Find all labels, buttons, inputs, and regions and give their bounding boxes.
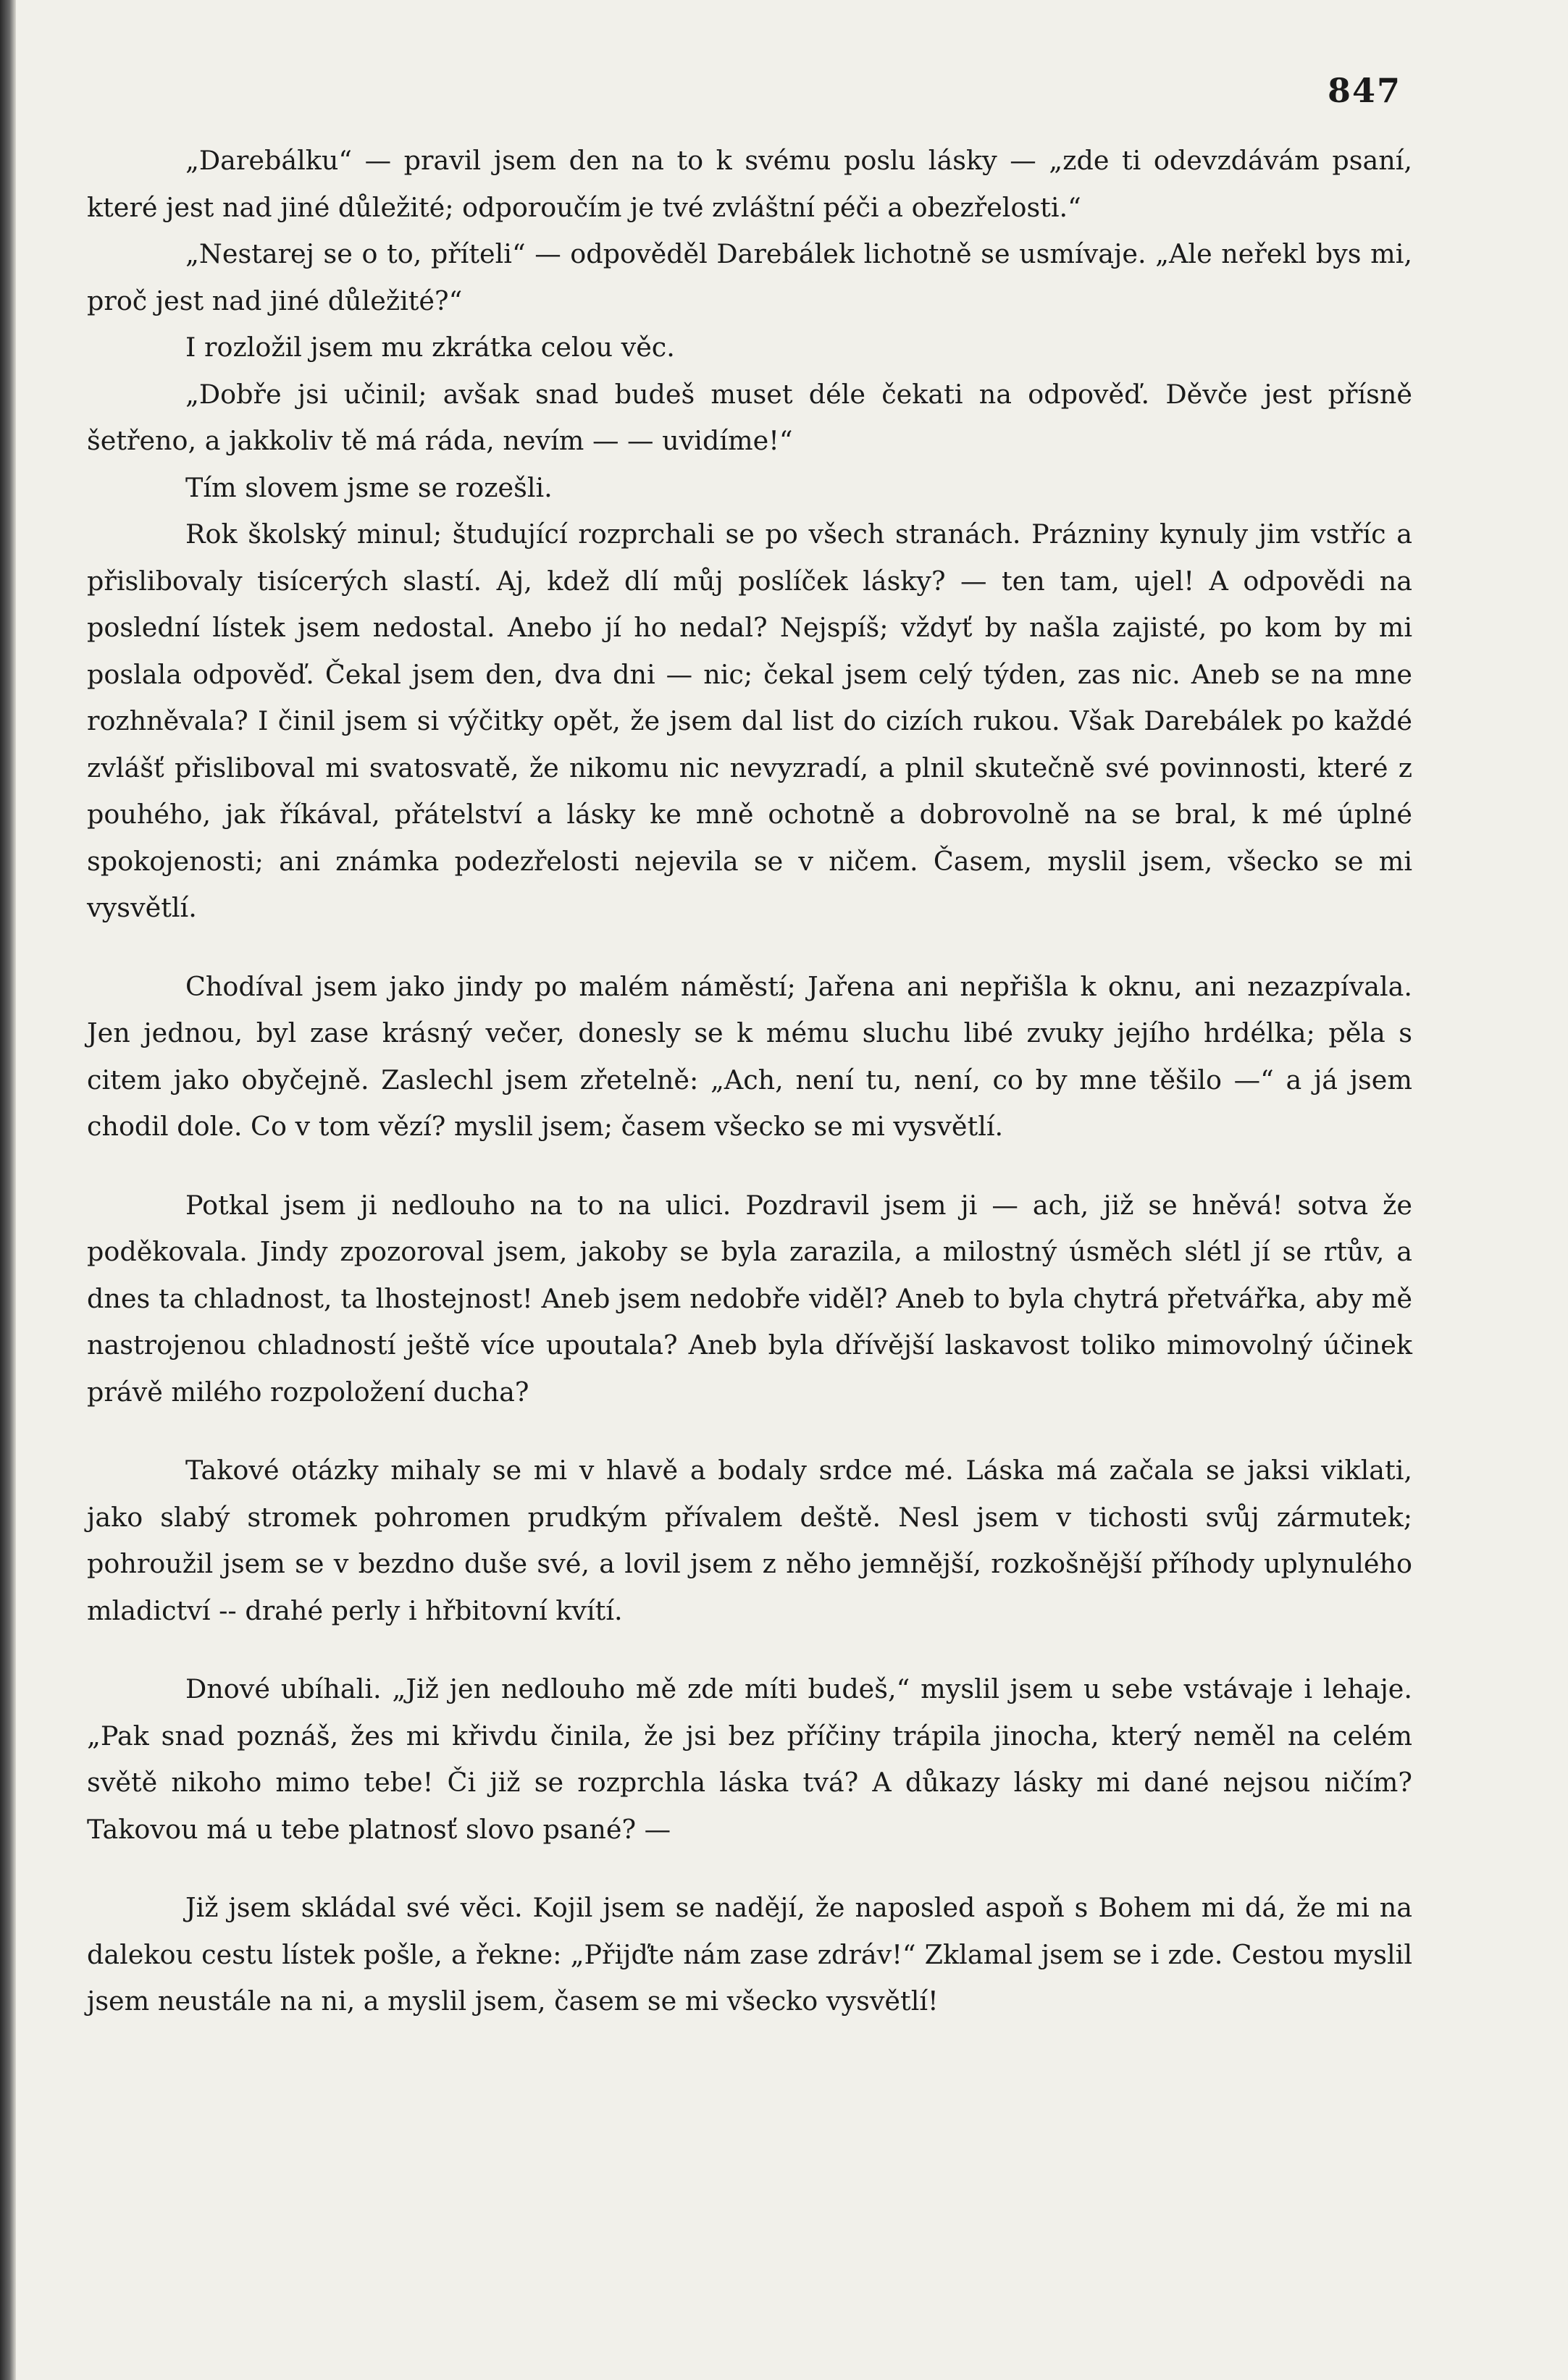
paragraph: Takové otázky mihaly se mi v hlavě a bodaly srdce mé. Láska má začala se jaksi viklati, jako slabý stromek pohromen prudkým přívalem deště. Nesl jsem v tichosti svůj zármutek; pohroužil jsem se v bezdno duše své, a lovil jsem z něho jemnější, rozkošnější příhody uplynulého mladictví -- drahé perly i hřbitovní kvítí. (87, 1455, 1412, 1626)
page-number: 847 (1327, 71, 1401, 110)
paragraph: Chodíval jsem jako jindy po malém náměstí; Jařena ani nepřišla k oknu, ani nezazpívala. Jen jednou, byl zase krásný večer, donesly se k mému sluchu libé zvuky jejího hrdélka; pěla s citem jako obyčejně. Zaslechl jsem zřetelně: „Ach, není tu, není, co by mne těšilo —“ a já jsem chodil dole. Co v tom vězí? myslil jsem; časem všecko se mi vysvětlí. (87, 970, 1412, 1142)
paragraph: „Nestarej se o to, příteli“ — odpověděl Darebálek lichotně se usmívaje. „Ale neřekl bys mi, proč jest nad jiné důležité?“ (87, 238, 1412, 316)
paragraph-spacer (87, 1853, 1412, 1885)
paragraph: „Dobře jsi učinil; avšak snad budeš muset déle čekati na odpověď. Děvče jest přísně šetřeno, a jakkoliv tě má ráda, nevím — — uvidíme!“ (87, 378, 1412, 456)
paragraph-spacer (87, 932, 1412, 964)
paragraph: Dnové ubíhali. „Již jen nedlouho mě zde míti budeš,“ myslil jsem u sebe vstávaje i lehaje. „Pak snad poznáš, žes mi křivdu činila, že jsi bez příčiny trápila jinocha, který neměl na celém světě nikoho mimo tebe! Či již se rozprchla láska tvá? A důkazy lásky mi dané nejsou ničím? Takovou má u tebe platnosť slovo psané? — (87, 1673, 1412, 1845)
body-text (87, 138, 1412, 2025)
paragraph: Rok školský minul; študující rozprchali se po všech stranách. Prázniny kynuly jim vstříc a přislibovaly tisícerých slastí. Aj, kdež dlí můj poslíček lásky? — ten tam, ujel! A odpovědi na poslední lístek jsem nedostal. Anebo jí ho nedal? Nejspíš; vždyť by našla zajisté, po kom by mi poslala odpověď. Čekal jsem den, dva dni — nic; čekal jsem celý týden, zas nic. Aneb se na mne rozhněvala? I činil jsem si výčitky opět, že jsem dal list do cizích rukou. Však Darebálek po každé zvlášť přisliboval mi svatosvatě, že nikomu nic nevyzradí, a plnil skutečně své povinnosti, které z pouhého, jak říkával, přátelství a lásky ke mně ochotně a dobrovolně na se bral, k mé úplné spokojenosti; ani známka podezřelosti nejevila se v ničem. Časem, myslil jsem, všecko se mi vysvětlí. (87, 518, 1412, 923)
paragraph-spacer (87, 1151, 1412, 1182)
paragraph: „Darebálku“ — pravil jsem den na to k svému poslu lásky — „zde ti odevzdávám psaní, které jest nad jiné důležité; odporoučím je tvé zvláštní péči a obezřelosti.“ (87, 145, 1412, 223)
paragraph: I rozložil jsem mu zkrátka celou věc. (185, 332, 675, 363)
page-binding-edge (0, 0, 16, 2380)
paragraph-spacer (87, 1416, 1412, 1447)
paragraph: Potkal jsem ji nedlouho na to na ulici. Pozdravil jsem ji — ach, již se hněvá! sotva že poděkovala. Jindy zpozoroval jsem, jakoby se byla zarazila, a milostný úsměch slétl jí se rtův, a dnes ta chladnost, ta lhostejnost! Aneb jsem nedobře viděl? Aneb to byla chytrá přetvářka, aby mě nastrojenou chladností ještě více upoutala? Aneb byla dřívější laskavost toliko mimovolný účinek právě milého rozpoložení ducha? (87, 1189, 1412, 1408)
paragraph-spacer (87, 1634, 1412, 1666)
paragraph: Již jsem skládal své věci. Kojil jsem se nadějí, že naposled aspoň s Bohem mi dá, že mi na dalekou cestu lístek pošle, a řekne: „Přijďte nám zase zdráv!“ Zklamal jsem se i zde. Cestou myslil jsem neustále na ni, a myslil jsem, časem se mi všecko vysvětlí! (87, 1892, 1412, 2017)
paragraph: Tím slovem jsme se rozešli. (185, 471, 553, 503)
